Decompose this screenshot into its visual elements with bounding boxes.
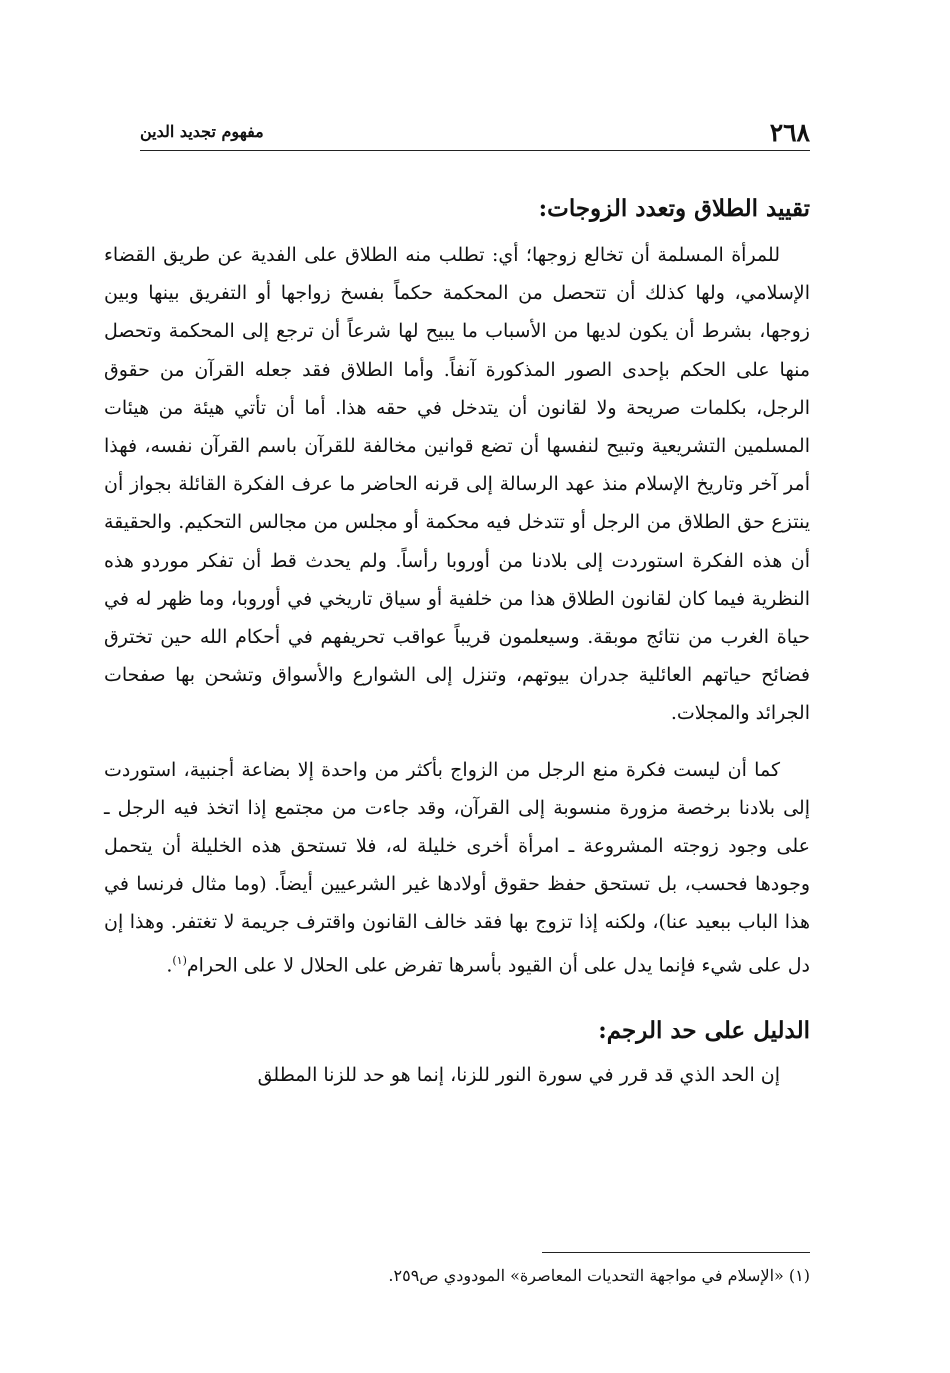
paragraph-end-mark: . — [166, 953, 173, 976]
footnote: (١) «الإسلام في مواجهة التحديات المعاصرة» المودودي ص٢٥٩. — [388, 1266, 810, 1285]
paragraph-divorce: للمرأة المسلمة أن تخالع زوجها؛ أي: تطلب منه الطلاق على الفدية عن طريق القضاء الإسلامي، ولها كذلك أن تتحصل من المحكمة حكماً بفسخ زواجها أو التفريق بينها وبين زوجها، بشرط أن يكون لديها من الأسباب ما يبيح لها شرعاً أن ترجع إلى المحكمة وتحصل منها على الحكم بإحدى الصور المذكورة آنفاً. وأما الطلاق فقد جعله القرآن من حقوق الرجل، بكلمات صريحة ولا لقانون أن يتدخل في حقه هذا. أما أن تأتي هيئة من هيئات المسلمين التشريعية وتبيح لنفسها أن تضع قوانين مخالفة للقرآن باسم القرآن نفسه، فهذا أمر آخر وتاريخ الإسلام منذ عهد الرسالة إلى قرنه الحاضر ما عرف الفكرة القائلة بجواز أن ينتزع حق الطلاق من الرجل أو تتدخل فيه محكمة أو مجلس من مجالس التحكيم. والحقيقة أن هذه الفكرة استوردت إلى بلادنا من أوروبا رأساً. ولم يحدث قط أن تفكر موردو هذه النظرية فيما كان لقانون الطلاق هذا من خلفية أو سياق تاريخي في أوروبا، وما ظهر له في حياة الغرب من نتائج موبقة. وسيعلمون قريباً عواقب تحريفهم في أحكام الله حين تخترق فضائح حياتهم العائلية جدران بيوتهم، وتنزل إلى الشوارع والأسواق وتشحن بها صفحات الجرائد والمجلات. — [104, 244, 810, 725]
paragraph-polygamy-text: كما أن ليست فكرة منع الرجل من الزواج بأكثر من واحدة إلا بضاعة أجنبية، استوردت إلى بلادنا برخصة مزورة منسوبة إلى القرآن، وقد جاءت من مجتمع إذا اتخذ فيه الرجل ـ على وجود زوجته المشروعة ـ امرأة أخرى خليلة له، فلا تستحق هذه الخليلة أن يتحمل وجودها فحسب، بل تستحق حفظ حقوق أولادها غير الشرعيين أيضاً. (وما مثال فرنسا في هذا الباب ببعيد عنا)، ولكنه إذا تزوج بها فقد خالف القانون واقترف جريمة لا تغتفر. وهذا إن دل على شيء فإنما يدل على أن القيود بأسرها تفرض على الحلال لا على الحرام — [104, 758, 810, 976]
paragraph-polygamy — [104, 751, 810, 985]
paragraph-stoning: إن الحد الذي قد قرر في سورة النور للزنا، إنما هو حد للزنا المطلق — [257, 1064, 780, 1087]
running-title: مفهوم تجديد الدين — [140, 122, 264, 141]
section-heading-divorce-polygamy: تقييد الطلاق وتعدد الزوجات: — [538, 195, 810, 222]
page-number: ٢٦٨ — [769, 118, 810, 147]
footnote-divider — [542, 1252, 810, 1253]
header-divider — [140, 150, 810, 151]
page-header — [140, 118, 810, 152]
page-body — [104, 184, 810, 1094]
footnote-reference[interactable]: (١) — [172, 953, 187, 967]
section-heading-stoning: الدليل على حد الرجم: — [598, 1017, 810, 1045]
